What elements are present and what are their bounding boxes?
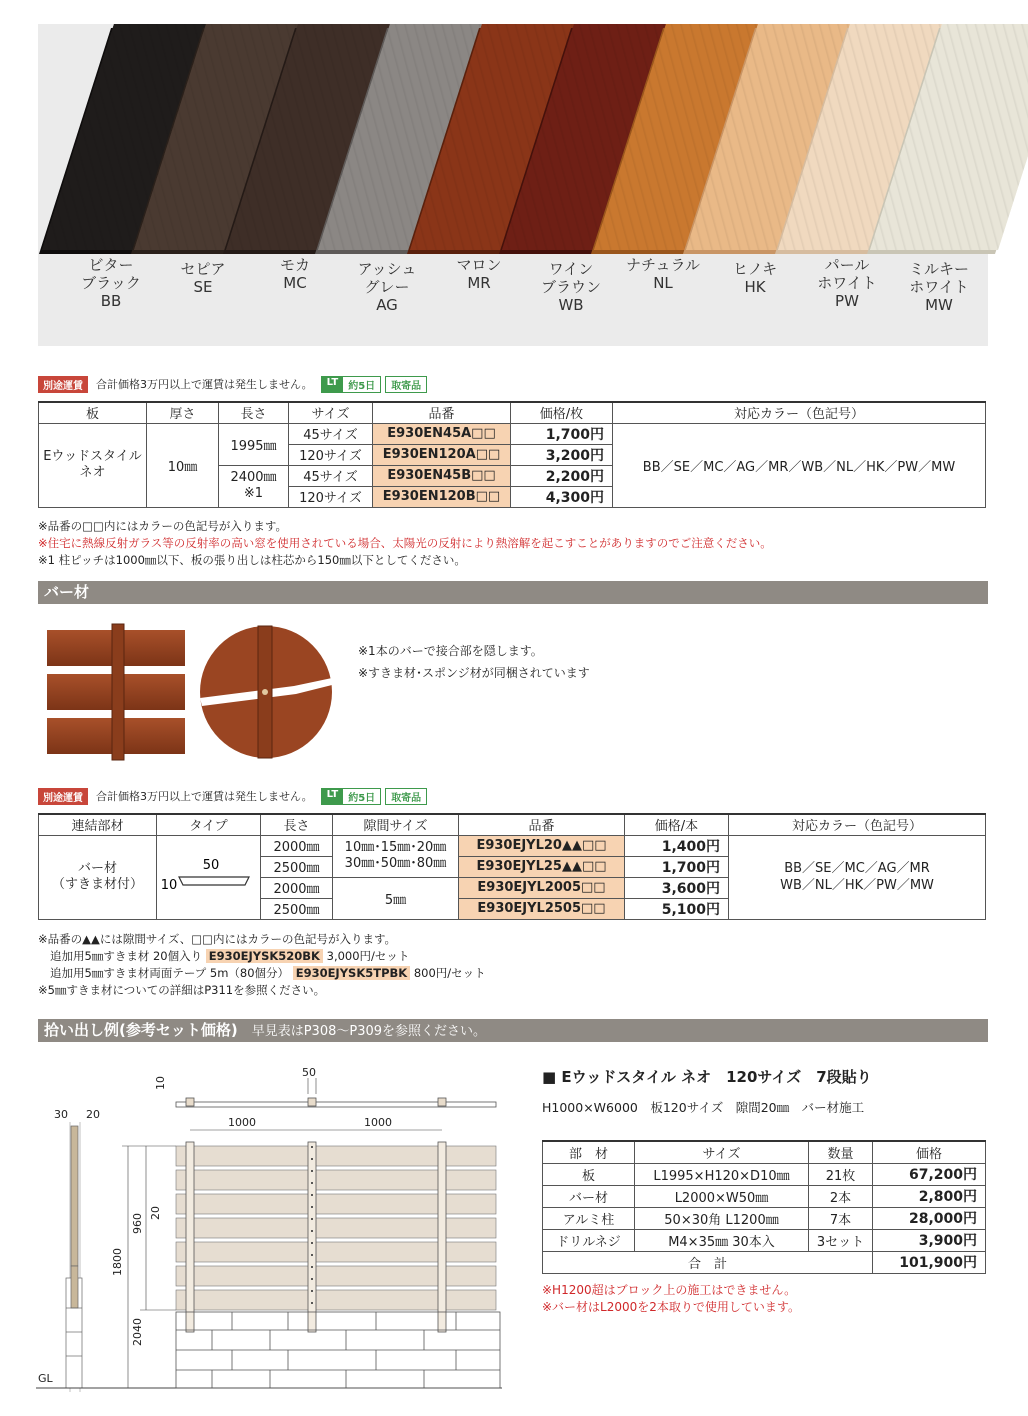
col-header: 品番 bbox=[459, 814, 625, 835]
bar-section-header: バー材 bbox=[38, 581, 988, 604]
shipping-tag: 別途運賃 bbox=[38, 376, 88, 393]
length: 2500㎜ bbox=[261, 898, 333, 919]
price: 67,200円 bbox=[873, 1163, 986, 1185]
col-header: 板 bbox=[39, 402, 147, 423]
dim-1800: 1800 bbox=[111, 1248, 124, 1276]
color-label bbox=[884, 260, 994, 314]
fence-elevation-drawing bbox=[36, 1062, 506, 1394]
board bbox=[176, 1146, 496, 1166]
post bbox=[186, 1142, 194, 1332]
gap-size: 10㎜･15㎜･20㎜ 30㎜･50㎜･80㎜ bbox=[333, 835, 459, 877]
board bbox=[176, 1290, 496, 1310]
product-code: E930EJYL25▲▲□□ bbox=[459, 856, 625, 877]
qty: 21枚 bbox=[809, 1163, 873, 1185]
product-code: E930EJYSK5TPBK bbox=[293, 966, 410, 980]
type-width: 50 bbox=[202, 858, 219, 873]
note-price: 800円/セット bbox=[413, 966, 486, 980]
available-colors: BB／SE／MC／AG／MR／WB／NL／HK／PW／MW bbox=[613, 423, 986, 507]
block-wall bbox=[176, 1312, 500, 1388]
product-code: E930EJYL2505□□ bbox=[459, 898, 625, 919]
table-row bbox=[543, 1185, 986, 1207]
color-label-line: モカ bbox=[279, 256, 310, 274]
col-header: タイプ bbox=[157, 814, 261, 835]
table-row bbox=[543, 1229, 986, 1251]
product-code: E930EJYL20▲▲□□ bbox=[459, 835, 625, 856]
color-label-line: ナチュラル bbox=[625, 256, 701, 274]
note-text: 追加用5㎜すきま材両面テープ 5m（80個分） bbox=[50, 966, 290, 980]
board-notes bbox=[38, 518, 988, 569]
color-label-line: ブラック bbox=[81, 274, 141, 292]
lead-time-label: LT bbox=[326, 788, 339, 800]
part: バー材 bbox=[543, 1185, 635, 1207]
board bbox=[176, 1242, 496, 1262]
price: 3,900円 bbox=[873, 1229, 986, 1251]
product-name: Eウッドスタイル ネオ bbox=[39, 423, 147, 507]
part: 板 bbox=[543, 1163, 635, 1185]
table-row bbox=[543, 1207, 986, 1229]
dim-1000-right: 1000 bbox=[364, 1116, 392, 1129]
example-section-header bbox=[38, 1019, 988, 1042]
order-tag: 取寄品 bbox=[385, 376, 427, 393]
dim-10: 10 bbox=[154, 1076, 167, 1090]
bar-material-illustration bbox=[44, 622, 344, 762]
product-code: E930EN45B□□ bbox=[373, 465, 511, 486]
plan-post bbox=[438, 1098, 446, 1106]
col-header: 品番 bbox=[373, 402, 511, 423]
part: ドリルネジ bbox=[543, 1229, 635, 1251]
lead-time-tag bbox=[321, 376, 382, 393]
shipping-tag-row bbox=[38, 375, 427, 393]
color-label-line: SE bbox=[193, 278, 213, 296]
side-post-embed bbox=[71, 1266, 78, 1308]
length: 2000㎜ bbox=[261, 877, 333, 898]
plank-face bbox=[870, 24, 1028, 250]
price: 5,100円 bbox=[625, 898, 729, 919]
dim-1000-left: 1000 bbox=[228, 1116, 256, 1129]
note: ※1本のバーで接合部を隠します。 bbox=[358, 644, 543, 658]
col-header: 厚さ bbox=[147, 402, 219, 423]
col-header: 価格/本 bbox=[625, 814, 729, 835]
note: ※バー材はL2000を2本取りで使用しています。 bbox=[542, 1300, 800, 1314]
table-row bbox=[543, 1163, 986, 1185]
col-header: 長さ bbox=[219, 402, 289, 423]
size: M4×35㎜ 30本入 bbox=[635, 1229, 809, 1251]
color-label-line: マロン bbox=[456, 256, 502, 274]
price: 1,400円 bbox=[625, 835, 729, 856]
gap-size: 5㎜ bbox=[333, 877, 459, 919]
lead-time-label: LT bbox=[326, 376, 339, 388]
bar-post bbox=[112, 624, 124, 760]
col-header: 価格 bbox=[873, 1141, 986, 1163]
color-label-line: NL bbox=[653, 274, 673, 292]
color-label-line: AG bbox=[376, 296, 398, 314]
total-row bbox=[543, 1251, 986, 1273]
plan-post bbox=[186, 1098, 194, 1106]
available-colors: BB／SE／MC／AG／MR WB／NL／HK／PW／MW bbox=[729, 835, 986, 919]
size: 50×30角 L1200㎜ bbox=[635, 1207, 809, 1229]
color-swatch-plank bbox=[870, 24, 1028, 250]
note: ※品番の▲▲には隙間サイズ、□□内にはカラーの色記号が入ります。 bbox=[38, 932, 397, 946]
note: ※すきま材･スポンジ材が同梱されています bbox=[358, 666, 590, 680]
dim-20-gap: 20 bbox=[149, 1206, 162, 1220]
color-label-line: WB bbox=[558, 296, 584, 314]
col-header: 対応カラー（色記号） bbox=[613, 402, 986, 423]
price: 28,000円 bbox=[873, 1207, 986, 1229]
color-label-line: セピア bbox=[180, 260, 226, 278]
color-swatch-panel bbox=[38, 24, 988, 346]
price: 4,300円 bbox=[511, 486, 613, 507]
price: 3,600円 bbox=[625, 877, 729, 898]
length bbox=[219, 465, 289, 507]
note: ※H1200超はブロック上の施工はできません。 bbox=[542, 1283, 797, 1297]
bar-notes bbox=[358, 640, 590, 684]
type-height: 10 bbox=[160, 878, 177, 893]
dim-50: 50 bbox=[302, 1066, 316, 1079]
col-header: 部 材 bbox=[543, 1141, 635, 1163]
dim-20: 20 bbox=[86, 1108, 100, 1121]
note-extra-spacer bbox=[38, 948, 988, 965]
col-header: 連結部材 bbox=[39, 814, 157, 835]
post bbox=[438, 1142, 446, 1332]
part: アルミ柱 bbox=[543, 1207, 635, 1229]
qty: 3セット bbox=[809, 1229, 873, 1251]
color-label-line: ブラウン bbox=[540, 278, 601, 296]
bar-price-table bbox=[38, 813, 986, 920]
plan-post bbox=[308, 1098, 316, 1106]
board bbox=[176, 1266, 496, 1286]
board bbox=[176, 1170, 496, 1190]
shipping-note: 合計価格3万円以上で運賃は発生しません。 bbox=[96, 790, 313, 803]
board bbox=[176, 1218, 496, 1238]
product-name: バー材 （すきま材付） bbox=[39, 835, 157, 919]
col-header: サイズ bbox=[289, 402, 373, 423]
qty: 7本 bbox=[809, 1207, 873, 1229]
price: 2,800円 bbox=[873, 1185, 986, 1207]
product-code: E930EJYSK520BK bbox=[206, 949, 323, 963]
bar-profile-icon bbox=[161, 853, 257, 897]
dim-960: 960 bbox=[131, 1213, 144, 1234]
section-subtitle: 早見表はP308～P309を参照ください。 bbox=[251, 1024, 487, 1039]
shipping-tag: 別途運賃 bbox=[38, 788, 88, 805]
color-label-line: ミルキー bbox=[908, 260, 969, 278]
product-code: E930EN45A□□ bbox=[373, 423, 511, 444]
length-note: ※1 bbox=[243, 486, 264, 501]
product-code: E930EN120B□□ bbox=[373, 486, 511, 507]
note-price: 3,000円/セット bbox=[326, 949, 410, 963]
size: 45サイズ bbox=[289, 465, 373, 486]
thickness: 10㎜ bbox=[147, 423, 219, 507]
lead-time-value: 約5日 bbox=[343, 377, 380, 392]
length: 1995㎜ bbox=[219, 423, 289, 465]
color-label-line: ホワイト bbox=[817, 274, 877, 292]
total-price: 101,900円 bbox=[873, 1251, 986, 1273]
board bbox=[176, 1194, 496, 1214]
set-example-notes bbox=[542, 1282, 800, 1316]
lead-time-tag bbox=[321, 788, 382, 805]
length: 2500㎜ bbox=[261, 856, 333, 877]
dim-30: 30 bbox=[54, 1108, 68, 1121]
bar-table-notes bbox=[38, 931, 988, 999]
col-header: 対応カラー（色記号） bbox=[729, 814, 986, 835]
dim-2040: 2040 bbox=[131, 1318, 144, 1346]
color-label-line: ホワイト bbox=[909, 278, 969, 296]
set-example-spec: H1000×W6000 板120サイズ 隙間20㎜ バー材施工 bbox=[542, 1100, 865, 1115]
type-diagram bbox=[157, 835, 261, 919]
size: L2000×W50㎜ bbox=[635, 1185, 809, 1207]
size: 120サイズ bbox=[289, 444, 373, 465]
screw bbox=[262, 689, 268, 695]
color-label-line: BB bbox=[100, 292, 122, 310]
set-example-title: ■ Eウッドスタイル ネオ 120サイズ 7段貼り bbox=[542, 1068, 872, 1086]
size: 120サイズ bbox=[289, 486, 373, 507]
order-tag: 取寄品 bbox=[385, 788, 427, 805]
warning-note: ※住宅に熱線反射ガラス等の反射率の高い窓を使用されている場合、太陽光の反射により熱溶解を起こすことがありますのでご注意ください。 bbox=[38, 536, 772, 550]
color-label-line: グレー bbox=[364, 278, 410, 296]
shipping-note: 合計価格3万円以上で運賃は発生しません。 bbox=[96, 378, 313, 391]
total-label: 合 計 bbox=[543, 1251, 873, 1273]
color-label-line: アッシュ bbox=[357, 260, 417, 278]
color-label-line: ヒノキ bbox=[732, 260, 778, 278]
color-label-line: パール bbox=[824, 256, 870, 274]
price: 1,700円 bbox=[625, 856, 729, 877]
col-header: 価格/枚 bbox=[511, 402, 613, 423]
note: ※品番の□□内にはカラーの色記号が入ります。 bbox=[38, 519, 287, 533]
color-label-line: PW bbox=[835, 292, 859, 310]
qty: 2本 bbox=[809, 1185, 873, 1207]
side-post bbox=[71, 1126, 78, 1266]
shipping-tag-row-bar bbox=[38, 787, 427, 805]
price: 1,700円 bbox=[511, 423, 613, 444]
color-label-line: MW bbox=[925, 296, 953, 314]
note: ※1 柱ピッチは1000㎜以下、板の張り出しは柱芯から150㎜以下としてください。 bbox=[38, 553, 466, 567]
color-label-line: ワイン bbox=[548, 260, 594, 278]
col-header: 長さ bbox=[261, 814, 333, 835]
size: 45サイズ bbox=[289, 423, 373, 444]
fence-boards bbox=[176, 1146, 496, 1310]
length-value: 2400㎜ bbox=[230, 470, 277, 485]
col-header: 数量 bbox=[809, 1141, 873, 1163]
price: 3,200円 bbox=[511, 444, 613, 465]
col-header: 隙間サイズ bbox=[333, 814, 459, 835]
col-header: サイズ bbox=[635, 1141, 809, 1163]
color-label-line: HK bbox=[744, 278, 766, 296]
note-text: 追加用5㎜すきま材 20個入り bbox=[50, 949, 203, 963]
color-label-line: ビター bbox=[88, 256, 134, 274]
board-price-table bbox=[38, 401, 986, 508]
set-price-table bbox=[542, 1140, 986, 1274]
price: 2,200円 bbox=[511, 465, 613, 486]
section-title: 拾い出し例(参考セット価格) bbox=[44, 1021, 238, 1039]
product-code: E930EN120A□□ bbox=[373, 444, 511, 465]
product-code: E930EJYL2005□□ bbox=[459, 877, 625, 898]
note: ※5㎜すきま材についての詳細はP311を参照ください。 bbox=[38, 983, 326, 997]
gl-label: GL bbox=[38, 1372, 53, 1385]
size: L1995×H120×D10㎜ bbox=[635, 1163, 809, 1185]
length: 2000㎜ bbox=[261, 835, 333, 856]
lead-time-value: 約5日 bbox=[343, 789, 380, 804]
plan-board bbox=[176, 1102, 496, 1107]
color-label-line: MC bbox=[283, 274, 307, 292]
color-label-line: MR bbox=[467, 274, 491, 292]
note-extra-tape bbox=[38, 965, 988, 982]
